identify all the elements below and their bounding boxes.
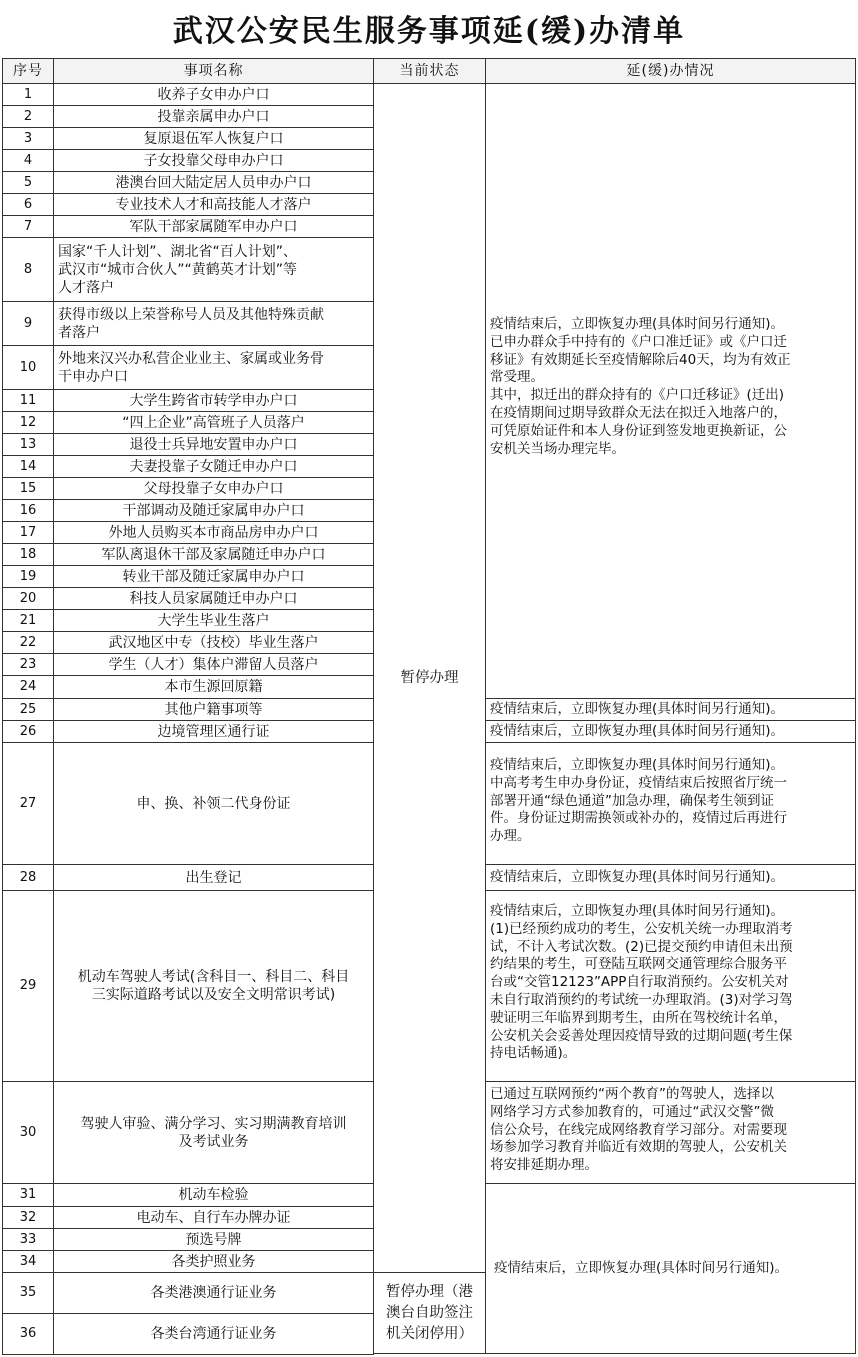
row-number: 32 — [2, 1206, 54, 1229]
row-number: 5 — [2, 171, 54, 194]
header-no: 序号 — [2, 58, 54, 84]
row-item-name: 各类护照业务 — [53, 1250, 374, 1273]
document-title: 武汉公安民生服务事项延(缓)办清单 — [172, 14, 686, 49]
row-item-name: 出生登记 — [53, 864, 374, 891]
handling-rows-31-36: 疫情结束后，立即恢复办理(具体时间另行通知)。 — [485, 1183, 856, 1354]
status-hk-tw: 暂停办理（港 澳台自助签注 机关闭停用） — [373, 1272, 486, 1354]
row-number: 25 — [2, 698, 54, 721]
row-number: 19 — [2, 565, 54, 588]
row-number: 1 — [2, 83, 54, 106]
row-number: 20 — [2, 587, 54, 610]
row-item-name: 夫妻投靠子女随迁申办户口 — [53, 455, 374, 478]
row-number: 21 — [2, 609, 54, 632]
row-number: 12 — [2, 411, 54, 434]
row-item-name: 电动车、自行车办牌办证 — [53, 1206, 374, 1229]
header-handling: 延(缓)办情况 — [485, 58, 856, 84]
row-number: 17 — [2, 521, 54, 544]
row-item-name: 转业干部及随迁家属申办户口 — [53, 565, 374, 588]
row-number: 33 — [2, 1228, 54, 1251]
row-number: 3 — [2, 127, 54, 150]
row-number: 28 — [2, 864, 54, 891]
row-number: 6 — [2, 193, 54, 216]
row-number: 23 — [2, 653, 54, 676]
row-number: 26 — [2, 720, 54, 743]
handling-row-29: 疫情结束后，立即恢复办理(具体时间另行通知)。 (1)已经预约成功的考生，公安机关统一办理取消考 试，不计入考试次数。(2)已提交预约申请但未出预 约结果的考生，可登陆互联网交通管理综合服务平 台或“交管12123”APP自行取消预约。公安机关对 未自行取消预约的考试统一办理取消。(3)对学习驾 驶证明三年临界到期考生，由所在驾校统计名单， 公安机关会妥善处理因疫情导致的过期问题(考生保 持电话畅通)。 — [485, 890, 856, 1082]
handling-row-27: 疫情结束后，立即恢复办理(具体时间另行通知)。 中高考考生申办身份证，疫情结束后按照省厅统一 部署开通“绿色通道”加急办理，确保考生领到证 件。身份证过期需换领或补办的，疫情过后再进行 办理。 — [485, 742, 856, 865]
row-number: 11 — [2, 389, 54, 412]
row-number: 30 — [2, 1081, 54, 1184]
row-item-name: 机动车检验 — [53, 1183, 374, 1207]
row-number: 2 — [2, 105, 54, 128]
row-number: 36 — [2, 1313, 54, 1355]
status-main: 暂停办理 — [373, 83, 486, 1273]
row-item-name: 各类台湾通行证业务 — [53, 1313, 374, 1355]
row-item-name: 本市生源回原籍 — [53, 675, 374, 699]
row-item-name: 申、换、补领二代身份证 — [53, 742, 374, 865]
row-number: 34 — [2, 1250, 54, 1273]
row-item-name: 外地人员购买本市商品房申办户口 — [53, 521, 374, 544]
row-item-name: 干部调动及随迁家属申办户口 — [53, 499, 374, 522]
row-item-name: 学生（人才）集体户滞留人员落户 — [53, 653, 374, 676]
row-number: 13 — [2, 433, 54, 456]
row-item-name: 武汉地区中专（技校）毕业生落户 — [53, 631, 374, 654]
header-item: 事项名称 — [53, 58, 374, 84]
row-number: 4 — [2, 149, 54, 172]
row-number: 7 — [2, 215, 54, 238]
row-number: 29 — [2, 890, 54, 1082]
row-item-name: 各类港澳通行证业务 — [53, 1272, 374, 1314]
row-item-name: 投靠亲属申办户口 — [53, 105, 374, 128]
row-item-name: 港澳台回大陆定居人员申办户口 — [53, 171, 374, 194]
row-number: 24 — [2, 675, 54, 699]
row-item-name: 驾驶人审验、满分学习、实习期满教育培训 及考试业务 — [53, 1081, 374, 1184]
row-number: 27 — [2, 742, 54, 865]
row-item-name: 大学生毕业生落户 — [53, 609, 374, 632]
row-number: 35 — [2, 1272, 54, 1314]
handling-row-28: 疫情结束后，立即恢复办理(具体时间另行通知)。 — [485, 864, 856, 891]
row-number: 10 — [2, 345, 54, 390]
row-item-name: 收养子女申办户口 — [53, 83, 374, 106]
row-number: 31 — [2, 1183, 54, 1207]
row-item-name: 大学生跨省市转学申办户口 — [53, 389, 374, 412]
row-item-name: “四上企业”高管班子人员落户 — [53, 411, 374, 434]
row-number: 22 — [2, 631, 54, 654]
row-number: 15 — [2, 477, 54, 500]
row-item-name: 军队离退休干部及家属随迁申办户口 — [53, 543, 374, 566]
handling-row-25: 疫情结束后，立即恢复办理(具体时间另行通知)。 — [485, 698, 856, 721]
row-number: 8 — [2, 237, 54, 302]
row-item-name: 获得市级以上荣誉称号人员及其他特殊贡献 者落户 — [53, 301, 374, 346]
handling-row-30: 已通过互联网预约“两个教育”的驾驶人，选择以 网络学习方式参加教育的，可通过“武汉交警”微 信公众号，在线完成网络教育学习部分。对需要现 场参加学习教育并临近有效期的驾驶人，公安机关 将安排延期办理。 — [485, 1081, 856, 1184]
row-item-name: 父母投靠子女申办户口 — [53, 477, 374, 500]
row-item-name: 国家“千人计划”、湖北省“百人计划”、 武汉市“城市合伙人”“黄鹤英才计划”等 人才落户 — [53, 237, 374, 302]
row-item-name: 外地来汉兴办私营企业业主、家属或业务骨 干申办户口 — [53, 345, 374, 390]
header-status: 当前状态 — [373, 58, 486, 84]
row-item-name: 复原退伍军人恢复户口 — [53, 127, 374, 150]
row-item-name: 军队干部家属随军申办户口 — [53, 215, 374, 238]
row-number: 16 — [2, 499, 54, 522]
row-item-name: 机动车驾驶人考试(含科目一、科目二、科目 三实际道路考试以及安全文明常识考试) — [53, 890, 374, 1082]
row-item-name: 预选号牌 — [53, 1228, 374, 1251]
row-number: 18 — [2, 543, 54, 566]
row-item-name: 子女投靠父母申办户口 — [53, 149, 374, 172]
row-item-name: 科技人员家属随迁申办户口 — [53, 587, 374, 610]
row-number: 14 — [2, 455, 54, 478]
row-item-name: 边境管理区通行证 — [53, 720, 374, 743]
handling-rows-1-24: 疫情结束后，立即恢复办理(具体时间另行通知)。 已申办群众手中持有的《户口准迁证》或《户口迁 移证》有效期延长至疫情解除后40天，均为有效正 常受理。 其中，拟迁出的群众持有的《户口迁移证》(迁出) 在疫情期间过期导致群众无法在拟迁入地落户的， 可凭原始证件和本人身份证到签发地更换新证，公 安机关当场办理完毕。 — [485, 83, 856, 699]
row-item-name: 其他户籍事项等 — [53, 698, 374, 721]
row-number: 9 — [2, 301, 54, 346]
row-item-name: 专业技术人才和高技能人才落户 — [53, 193, 374, 216]
row-item-name: 退役士兵异地安置申办户口 — [53, 433, 374, 456]
handling-row-26: 疫情结束后，立即恢复办理(具体时间另行通知)。 — [485, 720, 856, 743]
